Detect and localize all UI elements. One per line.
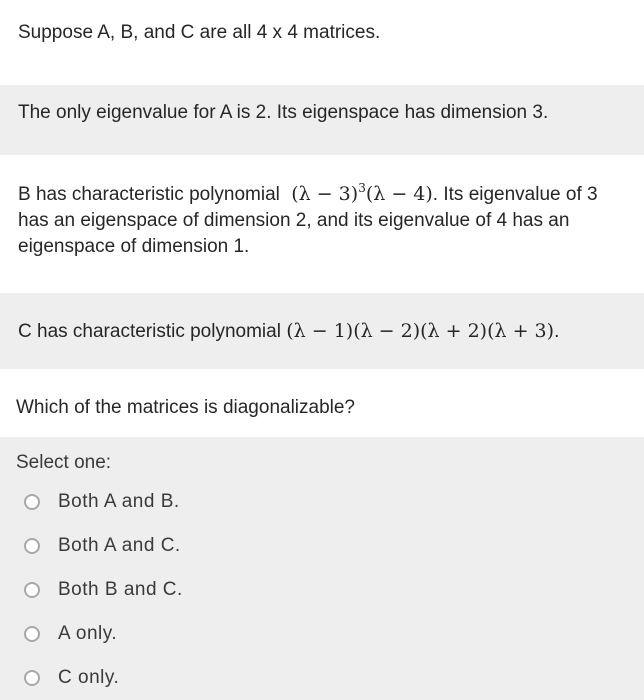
radio-button[interactable] (24, 538, 40, 554)
option-a-and-b[interactable] (24, 480, 624, 524)
radio-button[interactable] (24, 626, 40, 642)
matrix-c-suffix: . (554, 321, 560, 342)
option-b-and-c[interactable] (24, 568, 624, 612)
select-one-label: Select one: (16, 452, 112, 473)
matrix-b-prefix: B has characteristic polynomial (18, 184, 280, 205)
matrix-c-polynomial: (λ − 1)(λ − 2)(λ + 2)(λ + 3) (286, 320, 555, 342)
radio-button[interactable] (24, 670, 40, 686)
matrix-c-prefix: C has characteristic polynomial (18, 321, 281, 342)
option-label: Both A and B. (58, 491, 180, 512)
question-matrix-c (18, 318, 628, 345)
radio-button[interactable] (24, 582, 40, 598)
question-intro: Suppose A, B, and C are all 4 x 4 matrices. (18, 22, 381, 43)
option-label: A only. (58, 623, 118, 644)
answer-options (24, 480, 624, 700)
matrix-b-line2: has an eigenspace of dimension 2, and its eigenvalue of 4 has an (18, 210, 570, 231)
option-a-only[interactable] (24, 612, 624, 656)
matrix-b-line3: eigenspace of dimension 1. (18, 236, 250, 257)
option-a-and-c[interactable] (24, 524, 624, 568)
question-matrix-b (18, 181, 628, 260)
matrix-b-polynomial: $(\lambda - 3)^3(\lambda - 4)$ (291, 181, 433, 205)
option-label: Both B and C. (58, 579, 183, 600)
option-label: C only. (58, 667, 120, 688)
option-c-only[interactable] (24, 656, 624, 700)
question-matrix-a: The only eigenvalue for A is 2. Its eigenspace has dimension 3. (18, 102, 549, 123)
option-label: Both A and C. (58, 535, 181, 556)
matrix-b-suffix: . Its eigenvalue of 3 (432, 184, 598, 205)
question-prompt: Which of the matrices is diagonalizable? (16, 397, 356, 418)
radio-button[interactable] (24, 494, 40, 510)
